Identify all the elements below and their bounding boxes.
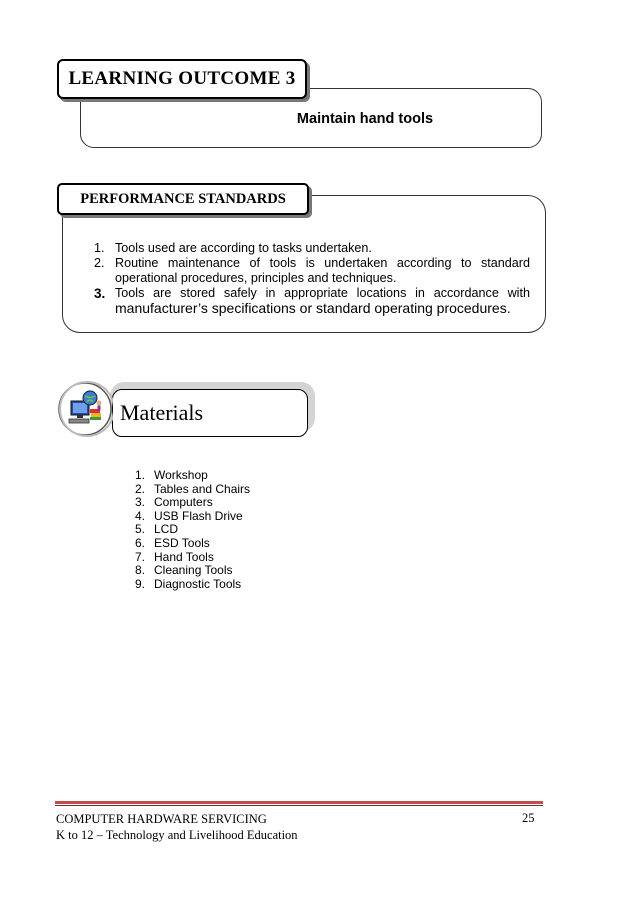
performance-standards-list [80,241,530,316]
footer-text [56,811,298,843]
footer-program: K to 12 – Technology and Livelihood Education [56,828,298,842]
list-item: 1. Tools used are according to tasks undertaken. [94,241,372,255]
list-item: 2. Tables and Chairs [135,481,251,496]
materials-list [135,469,250,591]
list-item: 5. LCD [135,522,179,537]
list-item: 8. Cleaning Tools [135,563,233,578]
list-item: 2. Routine maintenance of tools is undertaken according to standard operational procedures, principles and techniques. [94,256,530,285]
list-item: 4. USB Flash Drive [135,508,243,523]
list-item: 3. Computers [135,495,213,510]
page-number: 25 [522,811,535,825]
list-item: 3. Tools are stored safely in appropriate locations in accordance with manufacturer’s specifications or standard operating procedures. [94,286,530,316]
learning-outcome-title: Maintain hand tools [296,111,434,127]
list-item: 9. Diagnostic Tools [135,576,242,591]
materials-header: Materials [112,389,308,437]
list-item: 7. Hand Tools [135,549,214,564]
performance-standards-label: PERFORMANCE STANDARDS [57,183,309,215]
footer-course: COMPUTER HARDWARE SERVICING [56,812,267,826]
footer-rule [55,801,543,804]
learning-outcome-label: LEARNING OUTCOME 3 [57,59,307,99]
list-item: 6. ESD Tools [135,535,210,550]
footer-rule-thin [55,805,543,806]
materials-icon [57,381,113,437]
list-item: 1. Workshop [135,468,208,482]
